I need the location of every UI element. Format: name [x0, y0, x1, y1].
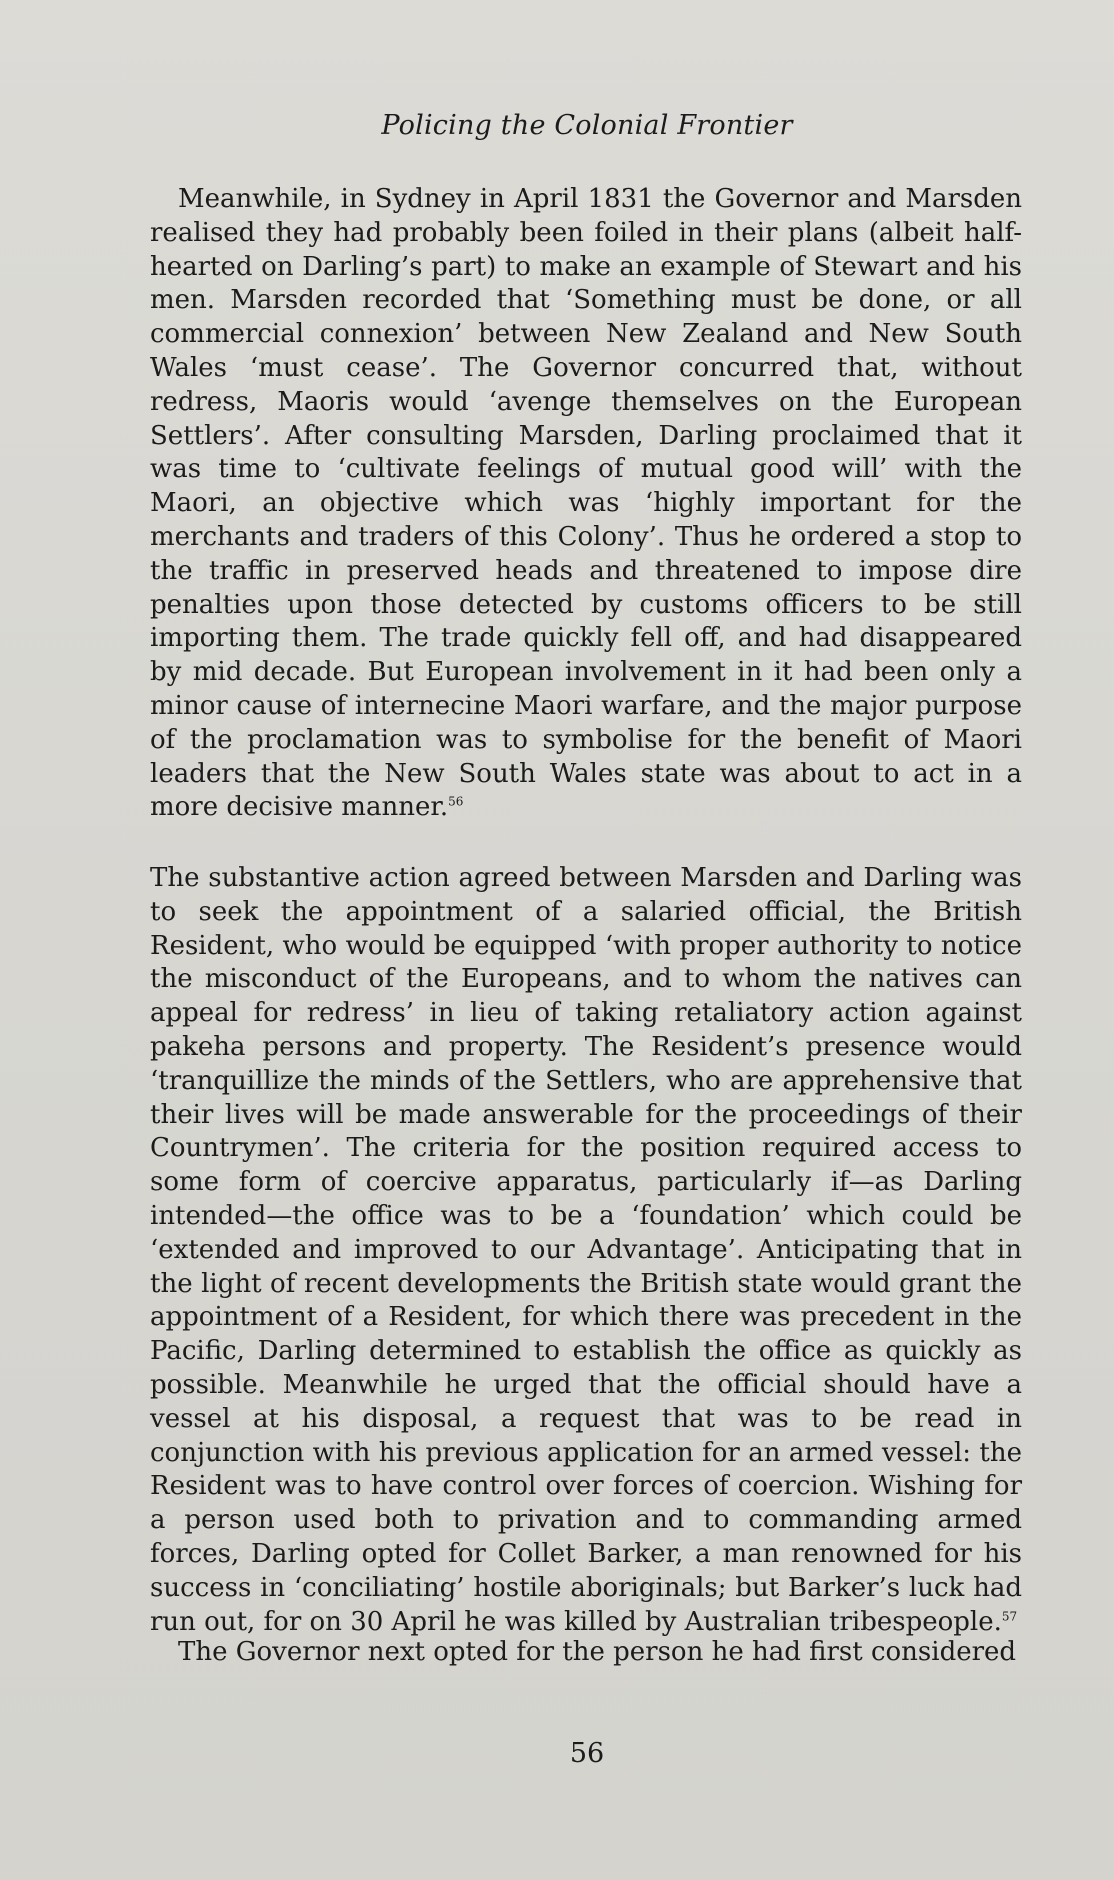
running-head: Policing the Colonial Frontier: [381, 110, 793, 141]
paragraph-2: [150, 862, 1022, 1639]
page-number: 56: [569, 1738, 605, 1769]
paragraph-1: [150, 183, 1022, 825]
footnote-ref-57: 57: [1001, 1608, 1018, 1623]
footnote-ref-56: 56: [448, 794, 464, 809]
paragraph-3: [150, 1636, 1022, 1670]
paragraph-1-text: Meanwhile, in Sydney in April 1831 the Governor and Marsden realised they had probably been foiled in their plans (albeit half-hearted on Darling’s part) to make an example of Stewart and his men. Marsden recorded that ‘Something must be done, or all commercial connexion’ between New Zealand and New South Wales ‘must cease’. The Governor concurred that, without redress, Maoris would ‘avenge themselves on the European Settlers’. After consulting Marsden, Darling proclaimed that it was time to ‘cultivate feelings of mutual good will’ with the Maori, an objective which was ‘highly important for the merchants and traders of this Colony’. Thus he ordered a stop to the traffic in preserved heads and threatened to impose dire penalties upon those detected by customs officers to be still importing them. The trade quickly fell off, and had disappeared by mid decade. But European involvement in it had been only a minor cause of internecine Maori warfare, and the major purpose of the proclamation was to symbolise for the benefit of Maori leaders that the New South Wales state was about to act in a more decisive manner.: [150, 184, 1022, 823]
paragraph-3-text: The Governor next opted for the person he had first considered: [178, 1637, 1017, 1667]
paragraph-2-text: The substantive action agreed between Marsden and Darling was to seek the appointment of a salaried official, the British Resident, who would be equipped ‘with proper authority to notice the misconduct of the Europeans, and to whom the natives can appeal for redress’ in lieu of taking retaliatory action against pakeha persons and property. The Resident’s presence would ‘tranquillize the minds of the Settlers, who are apprehensive that their lives will be made answerable for the proceedings of their Countrymen’. The criteria for the position required access to some form of coercive apparatus, particularly if—as Darling intended—the office was to be a ‘foundation’ which could be ‘extended and improved to our Advantage’. Anticipating that in the light of recent developments the British state would grant the appointment of a Resident, for which there was precedent in the Pacific, Darling determined to establish the office as quickly as possible. Meanwhile he urged that the official should have a vessel at his disposal, a request that was to be read in conjunction with his previous application for an armed vessel: the Resident was to have control over forces of coercion. Wishing for a person used both to privation and to commanding armed forces, Darling opted for Collet Barker, a man renowned for his success in ‘conciliating’ hostile aboriginals; but Barker’s luck had run out, for on 30 April he was killed by Australian tribespeople.: [150, 863, 1022, 1637]
